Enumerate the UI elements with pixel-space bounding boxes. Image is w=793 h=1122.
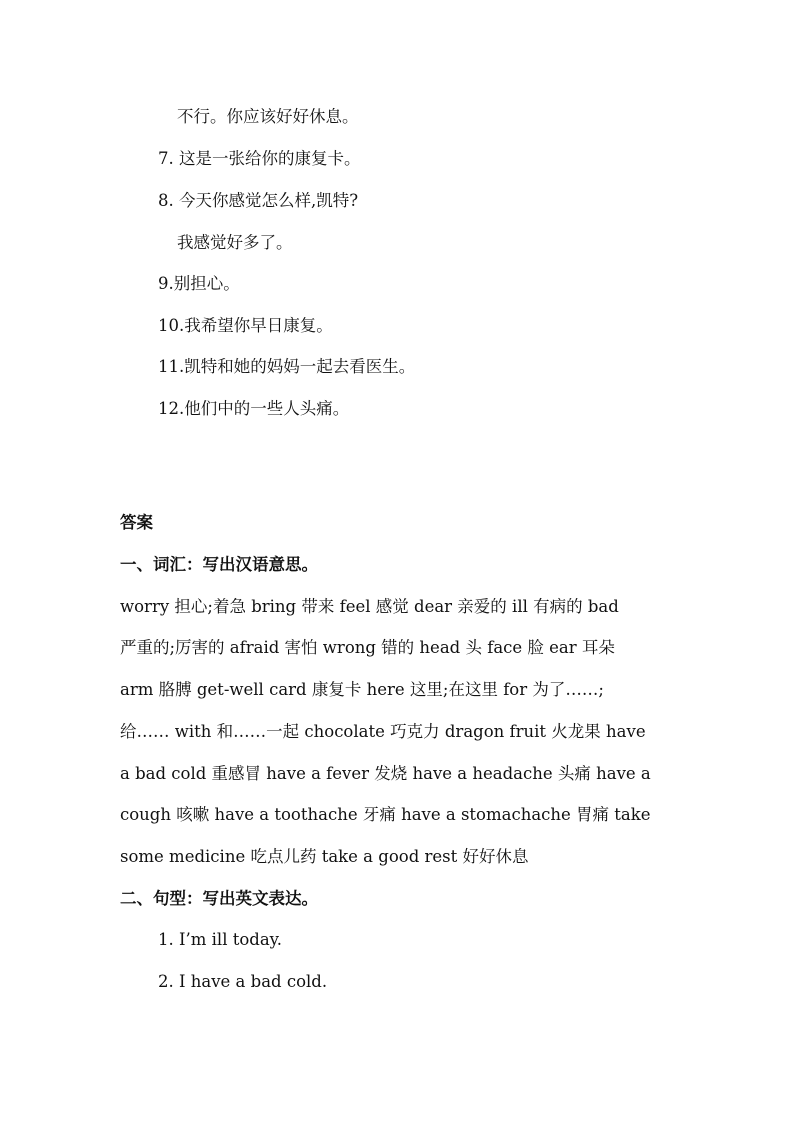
vocab-line: arm 胳膊 get-well card 康复卡 here 这里;在这里 for 为了……; xyxy=(120,680,604,699)
vocab-line: 给…… with 和……一起 chocolate 巧克力 dragon fruit 火龙果 have xyxy=(120,722,646,741)
vocab-line: some medicine 吃点儿药 take a good rest 好好休息 xyxy=(120,847,529,866)
section1-title: 一、词汇：写出汉语意思。 xyxy=(120,555,318,574)
sentence-2: 2. I have a bad cold. xyxy=(158,972,328,991)
question-10: 10.我希望你早日康复。 xyxy=(158,316,333,335)
q8-answer-text: 我感觉好多了。 xyxy=(177,233,293,252)
vocab-line: a bad cold 重感冒 have a fever 发烧 have a headache 头痛 have a xyxy=(120,764,651,783)
sentence-1: 1. I’m ill today. xyxy=(158,930,283,949)
question-8: 8. 今天你感觉怎么样,凯特? xyxy=(158,191,359,210)
vocab-line: 严重的;厉害的 afraid 害怕 wrong 错的 head 头 face 脸 ear 耳朵 xyxy=(120,638,615,657)
question-9: 9.别担心。 xyxy=(158,274,240,293)
question-12: 12.他们中的一些人头痛。 xyxy=(158,399,350,418)
vocab-line: worry 担心;着急 bring 带来 feel 感觉 dear 亲爱的 ill 有病的 bad xyxy=(120,597,619,616)
q6-answer-text: 不行。你应该好好休息。 xyxy=(177,107,359,126)
question-11: 11.凯特和她的妈妈一起去看医生。 xyxy=(158,357,416,376)
answers-heading: 答案 xyxy=(120,513,153,532)
vocab-line: cough 咳嗽 have a toothache 牙痛 have a stomachache 胃痛 take xyxy=(120,805,651,824)
section2-title: 二、句型：写出英文表达。 xyxy=(120,889,318,908)
question-7: 7. 这是一张给你的康复卡。 xyxy=(158,149,361,168)
